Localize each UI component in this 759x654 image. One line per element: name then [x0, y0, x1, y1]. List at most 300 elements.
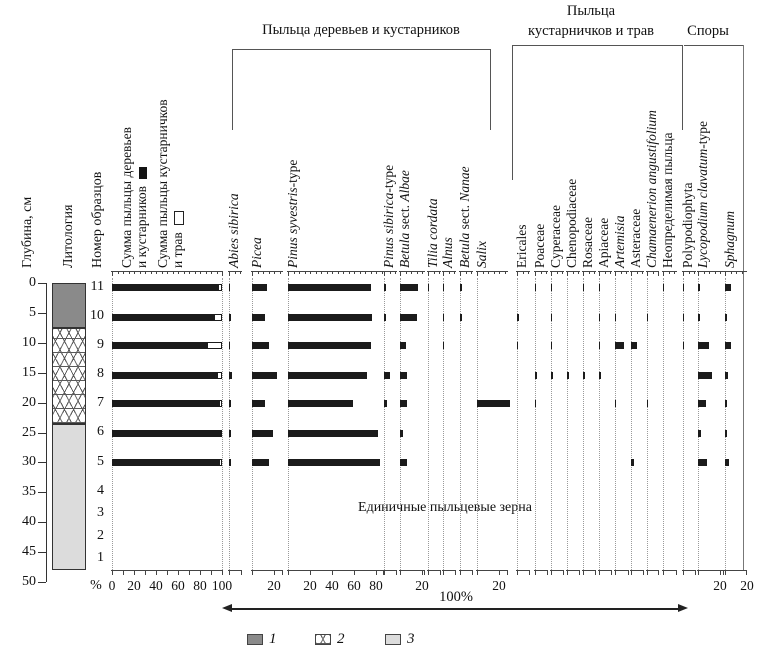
taxon-label-part: Poaceae: [532, 223, 547, 268]
top-axis-tick: [316, 271, 317, 274]
bar-alnus-s10: [443, 314, 444, 321]
bar-rosaceae-s8: [583, 372, 585, 379]
top-axis-tick: [422, 271, 423, 274]
bar-pinus_sibirica-s11: [384, 284, 386, 291]
axis-tick-label: 40: [149, 578, 163, 593]
top-axis-tick: [280, 271, 281, 274]
bar-poaceae-s7: [535, 400, 536, 407]
sample-number: 1: [97, 550, 104, 566]
top-axis-tick: [523, 271, 524, 274]
column-bottom-axis-apiaceae: [598, 570, 612, 571]
bar-apiaceae-s9: [599, 342, 600, 349]
sample-number: 8: [97, 366, 104, 382]
top-axis-tick: [269, 271, 270, 274]
bar-trees-shrubs-sum-s7: [112, 400, 219, 407]
top-axis-tick: [145, 271, 146, 274]
axis-tick-label: 20: [127, 578, 141, 593]
bar-herbs-sum-s7: [219, 400, 222, 407]
bottom-axis-tick: [178, 570, 179, 575]
top-axis-tick: [178, 271, 179, 274]
bar-poaceae-s11: [535, 284, 536, 291]
bottom-axis-tick: [507, 570, 508, 575]
top-axis-tick: [200, 271, 201, 274]
top-axis-tick: [583, 271, 584, 276]
bar-artemisia-s10: [615, 314, 616, 321]
bottom-axis-tick: [422, 570, 423, 575]
lithology-column-title: [61, 205, 76, 268]
scale-arrow-label: 100%: [439, 589, 473, 605]
axis-tick-label: 20: [713, 578, 727, 593]
taxon-label-part: Sphagnum: [722, 211, 737, 268]
depth-axis-title-text: Глубина, см: [20, 196, 35, 268]
taxon-label-indeterminate: [660, 132, 675, 268]
top-axis-tick: [395, 271, 396, 274]
bar-herbs-sum-s9: [207, 342, 222, 349]
bottom-axis-tick: [720, 570, 721, 575]
taxon-label-chamaenerion: [644, 110, 659, 268]
depth-axis-tick-label: 10: [22, 334, 36, 350]
column-bottom-axis-rosaceae: [582, 570, 596, 571]
column-bottom-axis-poaceae: [534, 570, 548, 571]
group-header-herbs-line2: кустарничков и трав: [528, 23, 654, 39]
top-axis-tick: [535, 271, 536, 276]
bar-herbs-sum-s8: [217, 372, 223, 379]
bar-picea-s11: [252, 284, 267, 291]
bar-abies_sibirica-s8: [229, 372, 232, 379]
bottom-axis-tick: [698, 570, 699, 575]
group-bracket-line-spores: [684, 45, 743, 46]
top-axis-tick: [439, 271, 440, 274]
top-axis-tick: [599, 271, 600, 276]
bottom-axis-tick: [310, 570, 311, 575]
bottom-axis-tick: [611, 570, 612, 575]
taxon-label-part: Chenopodiaceae: [564, 178, 579, 268]
taxon-label-part: Lycopodium clavatum: [695, 148, 710, 268]
top-axis-tick: [731, 271, 732, 274]
column-bottom-axis-cyperaceae: [550, 570, 564, 571]
axis-tick-label: 20: [267, 578, 281, 593]
depth-axis-tick-label: 40: [22, 514, 36, 530]
grid-zero-line-rosaceae: [583, 278, 584, 570]
top-axis-tick: [162, 271, 163, 274]
top-axis-tick: [252, 271, 253, 276]
bar-apiaceae-s10: [599, 314, 600, 321]
bar-betula_albae-s6: [400, 430, 403, 437]
column-bottom-axis-abies_sibirica: [228, 570, 242, 571]
axis-tick-label: 20: [415, 578, 429, 593]
top-axis-tick: [698, 271, 699, 276]
top-axis-tick: [417, 271, 418, 274]
sample-number: 3: [97, 505, 104, 521]
top-axis-tick: [605, 271, 606, 274]
top-axis-tick: [471, 271, 472, 274]
taxon-label-part: Asteraceae: [628, 208, 643, 268]
taxon-label-part: -type: [285, 159, 300, 188]
taxon-label-part: Salix: [474, 241, 489, 268]
top-axis-tick: [222, 271, 223, 276]
top-axis-tick: [354, 271, 355, 274]
top-axis-tick: [546, 271, 547, 274]
top-axis-tick: [615, 271, 616, 276]
bottom-axis-tick: [241, 570, 242, 575]
column-top-axis-salix: [476, 271, 508, 272]
axis-tick-label: 20: [303, 578, 317, 593]
axis-tick-label: 100: [211, 578, 233, 593]
depth-axis-tick: [38, 343, 46, 344]
top-axis-tick: [704, 271, 705, 274]
bar-sphagnum-s9: [725, 342, 731, 349]
depth-axis-title: [20, 197, 35, 268]
bar-betula_albae-s9: [400, 342, 406, 349]
bottom-axis-tick: [472, 570, 473, 575]
bottom-axis-tick: [517, 570, 518, 575]
lithology-column-title-text: Литология: [61, 204, 76, 268]
bottom-axis-tick: [376, 570, 377, 575]
bar-sphagnum-s6: [725, 430, 727, 437]
bottom-axis-tick: [631, 570, 632, 575]
depth-axis-tick: [38, 492, 46, 493]
bar-betula_nanae-s11: [460, 284, 462, 291]
bar-pinus_sylvestris-s7: [288, 400, 353, 407]
depth-axis-line: [46, 283, 47, 582]
sum-herbs-header: [155, 99, 185, 268]
lithology-segment-light-gray: [52, 424, 86, 571]
bottom-axis-tick: [455, 570, 456, 575]
bottom-axis-tick: [676, 570, 677, 575]
top-axis-tick: [428, 271, 429, 276]
bar-pinus_sibirica-s10: [384, 314, 386, 321]
bottom-axis-tick: [428, 570, 429, 575]
top-axis-tick: [477, 271, 478, 276]
depth-axis-tick-label: 15: [22, 364, 36, 380]
column-top-axis-pinus_sylvestris: [287, 271, 384, 272]
top-axis-tick: [674, 271, 675, 274]
top-axis-tick: [167, 271, 168, 274]
grid-zero-line-picea: [252, 278, 253, 570]
depth-axis-tick: [38, 433, 46, 434]
taxon-label-part: Apiaceae: [596, 217, 611, 268]
top-axis-tick: [229, 271, 230, 276]
legend-swatch-cross-hatch: [315, 634, 331, 645]
top-axis-tick: [274, 271, 275, 274]
bar-indeterminate-s11: [663, 284, 664, 291]
axis-tick-label: 80: [193, 578, 207, 593]
bar-pinus_sylvestris-s8: [288, 372, 367, 379]
bar-lycopodium-s8: [698, 372, 712, 379]
group-bracket-drop-right-trees: [490, 49, 491, 130]
bar-sphagnum-s5: [725, 459, 729, 466]
top-axis-tick: [541, 271, 542, 274]
bottom-axis-tick: [145, 570, 146, 575]
bottom-axis-tick: [643, 570, 644, 575]
grid-zero-line-cyperaceae: [551, 278, 552, 570]
bottom-axis-tick: [579, 570, 580, 575]
single-pollen-grains-annotation: Единичные пыльцевые зерна: [358, 500, 532, 515]
bar-herbs-sum-s11: [218, 284, 222, 291]
top-axis-tick: [349, 271, 350, 274]
depth-axis-tick-label: 50: [22, 574, 36, 589]
top-axis-tick: [736, 271, 737, 274]
scale-arrow-line: [229, 608, 681, 610]
top-axis-tick: [443, 271, 444, 276]
column-bottom-axis-artemisia: [614, 570, 629, 571]
bar-betula_albae-s8: [400, 372, 407, 379]
taxon-label-polypodiophyta: [680, 182, 695, 268]
bar-cyperaceae-s11: [551, 284, 552, 291]
sample-number: 6: [97, 424, 104, 440]
bottom-axis-tick: [683, 570, 684, 575]
top-axis-tick: [631, 271, 632, 276]
sample-number-column-title: [90, 172, 105, 268]
grid-zero-line-lycopodium: [698, 278, 699, 570]
top-axis-tick: [384, 271, 385, 276]
taxon-label-pinus_sibirica: [381, 165, 396, 268]
group-bracket-line-trees: [232, 49, 490, 50]
taxon-label-part: -type: [381, 164, 396, 193]
sample-number: 7: [97, 394, 104, 410]
depth-axis-tick-label: 20: [22, 394, 36, 410]
taxon-label-apiaceae: [596, 218, 611, 268]
taxon-label-lycopodium: [695, 121, 710, 268]
taxon-label-chenopodiaceae: [564, 179, 579, 268]
grid-zero-line-indeterminate: [663, 278, 664, 570]
top-axis-tick: [449, 271, 450, 274]
bar-asteraceae-s5: [631, 459, 634, 466]
top-axis-tick: [694, 271, 695, 274]
bottom-axis-tick: [663, 570, 664, 575]
bar-picea-s7: [252, 400, 265, 407]
grid-zero-line-sphagnum: [725, 278, 726, 570]
sample-number-column-title-text: Номер образцов: [90, 171, 105, 268]
group-header-spores: Споры: [687, 23, 729, 39]
taxon-label-picea: [249, 237, 264, 268]
top-axis-tick: [371, 271, 372, 274]
grid-end-line-sum_pollen: [222, 278, 223, 570]
bottom-axis-tick: [189, 570, 190, 575]
column-bottom-axis-alnus: [442, 570, 456, 571]
taxon-label-part: Artemisia: [612, 215, 627, 268]
top-axis-tick: [217, 271, 218, 274]
bar-chenopodiaceae-s8: [567, 372, 569, 379]
bar-chamaenerion-s7: [647, 400, 648, 407]
bar-herbs-sum-s5: [219, 459, 222, 466]
depth-axis-tick: [38, 552, 46, 553]
top-axis-tick: [118, 271, 119, 274]
grid-zero-line-pinus_sylvestris: [288, 278, 289, 570]
bottom-axis-tick: [551, 570, 552, 575]
bar-alnus-s11: [443, 284, 444, 291]
percent-sign-label: %: [90, 578, 102, 593]
legend-label-3: 3: [407, 631, 415, 647]
top-axis-tick: [134, 271, 135, 274]
top-axis-tick: [343, 271, 344, 274]
bottom-axis-tick: [658, 570, 659, 575]
axis-tick-label: 20: [740, 578, 754, 593]
top-axis-tick: [112, 271, 113, 276]
top-axis-tick: [129, 271, 130, 274]
lithology-segment-dark-gray: [52, 283, 86, 328]
bottom-axis-tick: [499, 570, 500, 575]
top-axis-tick: [653, 271, 654, 274]
bar-alnus-s9: [443, 342, 444, 349]
open-square-icon: [174, 211, 184, 225]
taxon-label-artemisia: [612, 216, 627, 269]
bottom-axis-tick: [725, 570, 726, 575]
bar-trees-shrubs-sum-s5: [112, 459, 219, 466]
sum-herbs-header-line2: [170, 99, 185, 268]
top-axis-tick: [488, 271, 489, 274]
taxon-label-part: Nanae: [457, 166, 472, 202]
top-axis-tick: [720, 271, 721, 274]
sample-number: 2: [97, 527, 104, 543]
taxon-label-tilia_cordata: [425, 198, 440, 268]
column-bottom-axis-sphagnum: [724, 570, 747, 571]
top-axis-tick: [466, 271, 467, 274]
top-axis-tick: [557, 271, 558, 274]
legend-swatch-light-gray: [385, 634, 401, 645]
bottom-axis-tick: [695, 570, 696, 575]
grid-zero-line-abies_sibirica: [229, 278, 230, 570]
bottom-axis-tick: [647, 570, 648, 575]
column-bottom-axis-picea: [251, 570, 283, 571]
depth-axis-tick: [38, 373, 46, 374]
grid-zero-line-asteraceae: [631, 278, 632, 570]
top-axis-tick: [551, 271, 552, 276]
group-header-herbs-line1: Пыльца: [566, 3, 616, 19]
sum-trees-header: [119, 127, 149, 268]
grid-zero-line-betula_albae: [400, 278, 401, 570]
top-axis-tick: [562, 271, 563, 274]
bar-abies_sibirica-s9: [229, 342, 230, 349]
bottom-axis-tick: [123, 570, 124, 575]
legend-label-2: 2: [337, 631, 345, 647]
sum-trees-header-line1: Сумма пыльцы деревьев: [119, 127, 134, 268]
taxon-label-pinus_sylvestris: [285, 160, 300, 268]
top-axis-tick: [683, 271, 684, 276]
bottom-axis-tick: [156, 570, 157, 575]
bar-sphagnum-s7: [725, 400, 727, 407]
taxon-label-part: Abies sibirica: [226, 193, 241, 268]
top-axis-tick: [411, 271, 412, 274]
top-axis-tick: [658, 271, 659, 276]
taxon-label-cyperaceae: [548, 205, 563, 268]
bar-polypodiophyta-s10: [683, 314, 684, 321]
taxon-label-part: sect.: [457, 201, 472, 233]
bar-lycopodium-s9: [698, 342, 709, 349]
bar-cyperaceae-s9: [551, 342, 552, 349]
top-axis-tick: [637, 271, 638, 274]
column-top-axis-picea: [251, 271, 283, 272]
bar-cyperaceae-s10: [551, 314, 552, 321]
top-axis-tick: [610, 271, 611, 274]
axis-tick-label: 60: [347, 578, 361, 593]
taxon-label-betula_albae: [397, 170, 412, 268]
grid-zero-line-sum_pollen: [112, 278, 113, 570]
bar-pinus_sylvestris-s11: [288, 284, 371, 291]
bottom-axis-tick: [354, 570, 355, 575]
depth-axis-tick: [38, 313, 46, 314]
sum-herbs-header-line1: Сумма пыльцы кустарничков: [155, 99, 170, 268]
bar-abies_sibirica-s7: [229, 400, 231, 407]
bottom-axis-tick: [440, 570, 441, 575]
top-axis-tick: [454, 271, 455, 274]
top-axis-tick: [140, 271, 141, 274]
bottom-axis-tick: [563, 570, 564, 575]
taxon-label-part: Pinus syvestris: [285, 187, 300, 268]
taxon-label-sphagnum: [722, 211, 737, 268]
grid-zero-line-salix: [477, 278, 478, 570]
top-axis-tick: [235, 271, 236, 274]
sample-number: 10: [90, 308, 104, 324]
bar-pinus_sylvestris-s6: [288, 430, 378, 437]
bar-pinus_sibirica-s8: [384, 372, 390, 379]
column-bottom-axis-pinus_sibirica: [383, 570, 397, 571]
taxon-label-part: Chamaenerion angustifolium: [644, 110, 659, 268]
bar-ericales-s9: [517, 342, 518, 349]
group-header-trees: Пыльца деревьев и кустарников: [262, 22, 460, 38]
bar-picea-s8: [252, 372, 277, 379]
bar-picea-s9: [252, 342, 269, 349]
bar-sphagnum-s11: [725, 284, 731, 291]
sample-number: 5: [97, 453, 104, 469]
column-bottom-axis-ericales: [516, 570, 530, 571]
bar-picea-s6: [252, 430, 273, 437]
bar-trees-shrubs-sum-s11: [112, 284, 218, 291]
column-bottom-axis-chenopodiaceae: [566, 570, 580, 571]
top-axis-tick: [499, 271, 500, 274]
top-axis-tick: [505, 271, 506, 274]
top-axis-tick: [206, 271, 207, 274]
bottom-axis-tick: [332, 570, 333, 575]
grid-zero-line-poaceae: [535, 278, 536, 570]
bar-herbs-sum-s10: [214, 314, 222, 321]
sample-number: 4: [97, 483, 104, 499]
top-axis-tick: [626, 271, 627, 274]
bottom-axis-tick: [615, 570, 616, 575]
bottom-axis-tick: [746, 570, 747, 575]
bar-betula_nanae-s10: [460, 314, 462, 321]
top-axis-tick: [578, 271, 579, 274]
bar-cyperaceae-s8: [551, 372, 553, 379]
top-axis-tick: [310, 271, 311, 274]
taxon-label-part: Rosaceae: [580, 217, 595, 268]
top-axis-tick: [642, 271, 643, 274]
taxon-label-alnus: [440, 237, 455, 268]
bottom-axis-tick: [443, 570, 444, 575]
bar-poaceae-s8: [535, 372, 537, 379]
bottom-axis-tick: [424, 570, 425, 575]
bar-pinus_sylvestris-s9: [288, 342, 371, 349]
depth-axis-tick-label: 35: [22, 484, 36, 500]
bar-apiaceae-s11: [599, 284, 600, 291]
column-bottom-axis-pinus_sylvestris: [287, 570, 384, 571]
bar-artemisia-s7: [615, 400, 616, 407]
bottom-axis-tick: [211, 570, 212, 575]
bar-ericales-s10: [517, 314, 519, 321]
bottom-axis-tick: [529, 570, 530, 575]
bar-polypodiophyta-s9: [683, 342, 684, 349]
top-axis-tick: [406, 271, 407, 274]
taxon-label-salix: [474, 241, 489, 268]
depth-axis-tick: [38, 403, 46, 404]
sum-trees-header-line2: [134, 127, 149, 268]
bar-polypodiophyta-s11: [683, 284, 684, 291]
bar-salix-s7: [477, 400, 510, 407]
top-axis-tick: [689, 271, 690, 274]
axis-tick-label: 60: [171, 578, 185, 593]
bottom-axis-tick: [396, 570, 397, 575]
bar-betula_albae-s10: [400, 314, 417, 321]
